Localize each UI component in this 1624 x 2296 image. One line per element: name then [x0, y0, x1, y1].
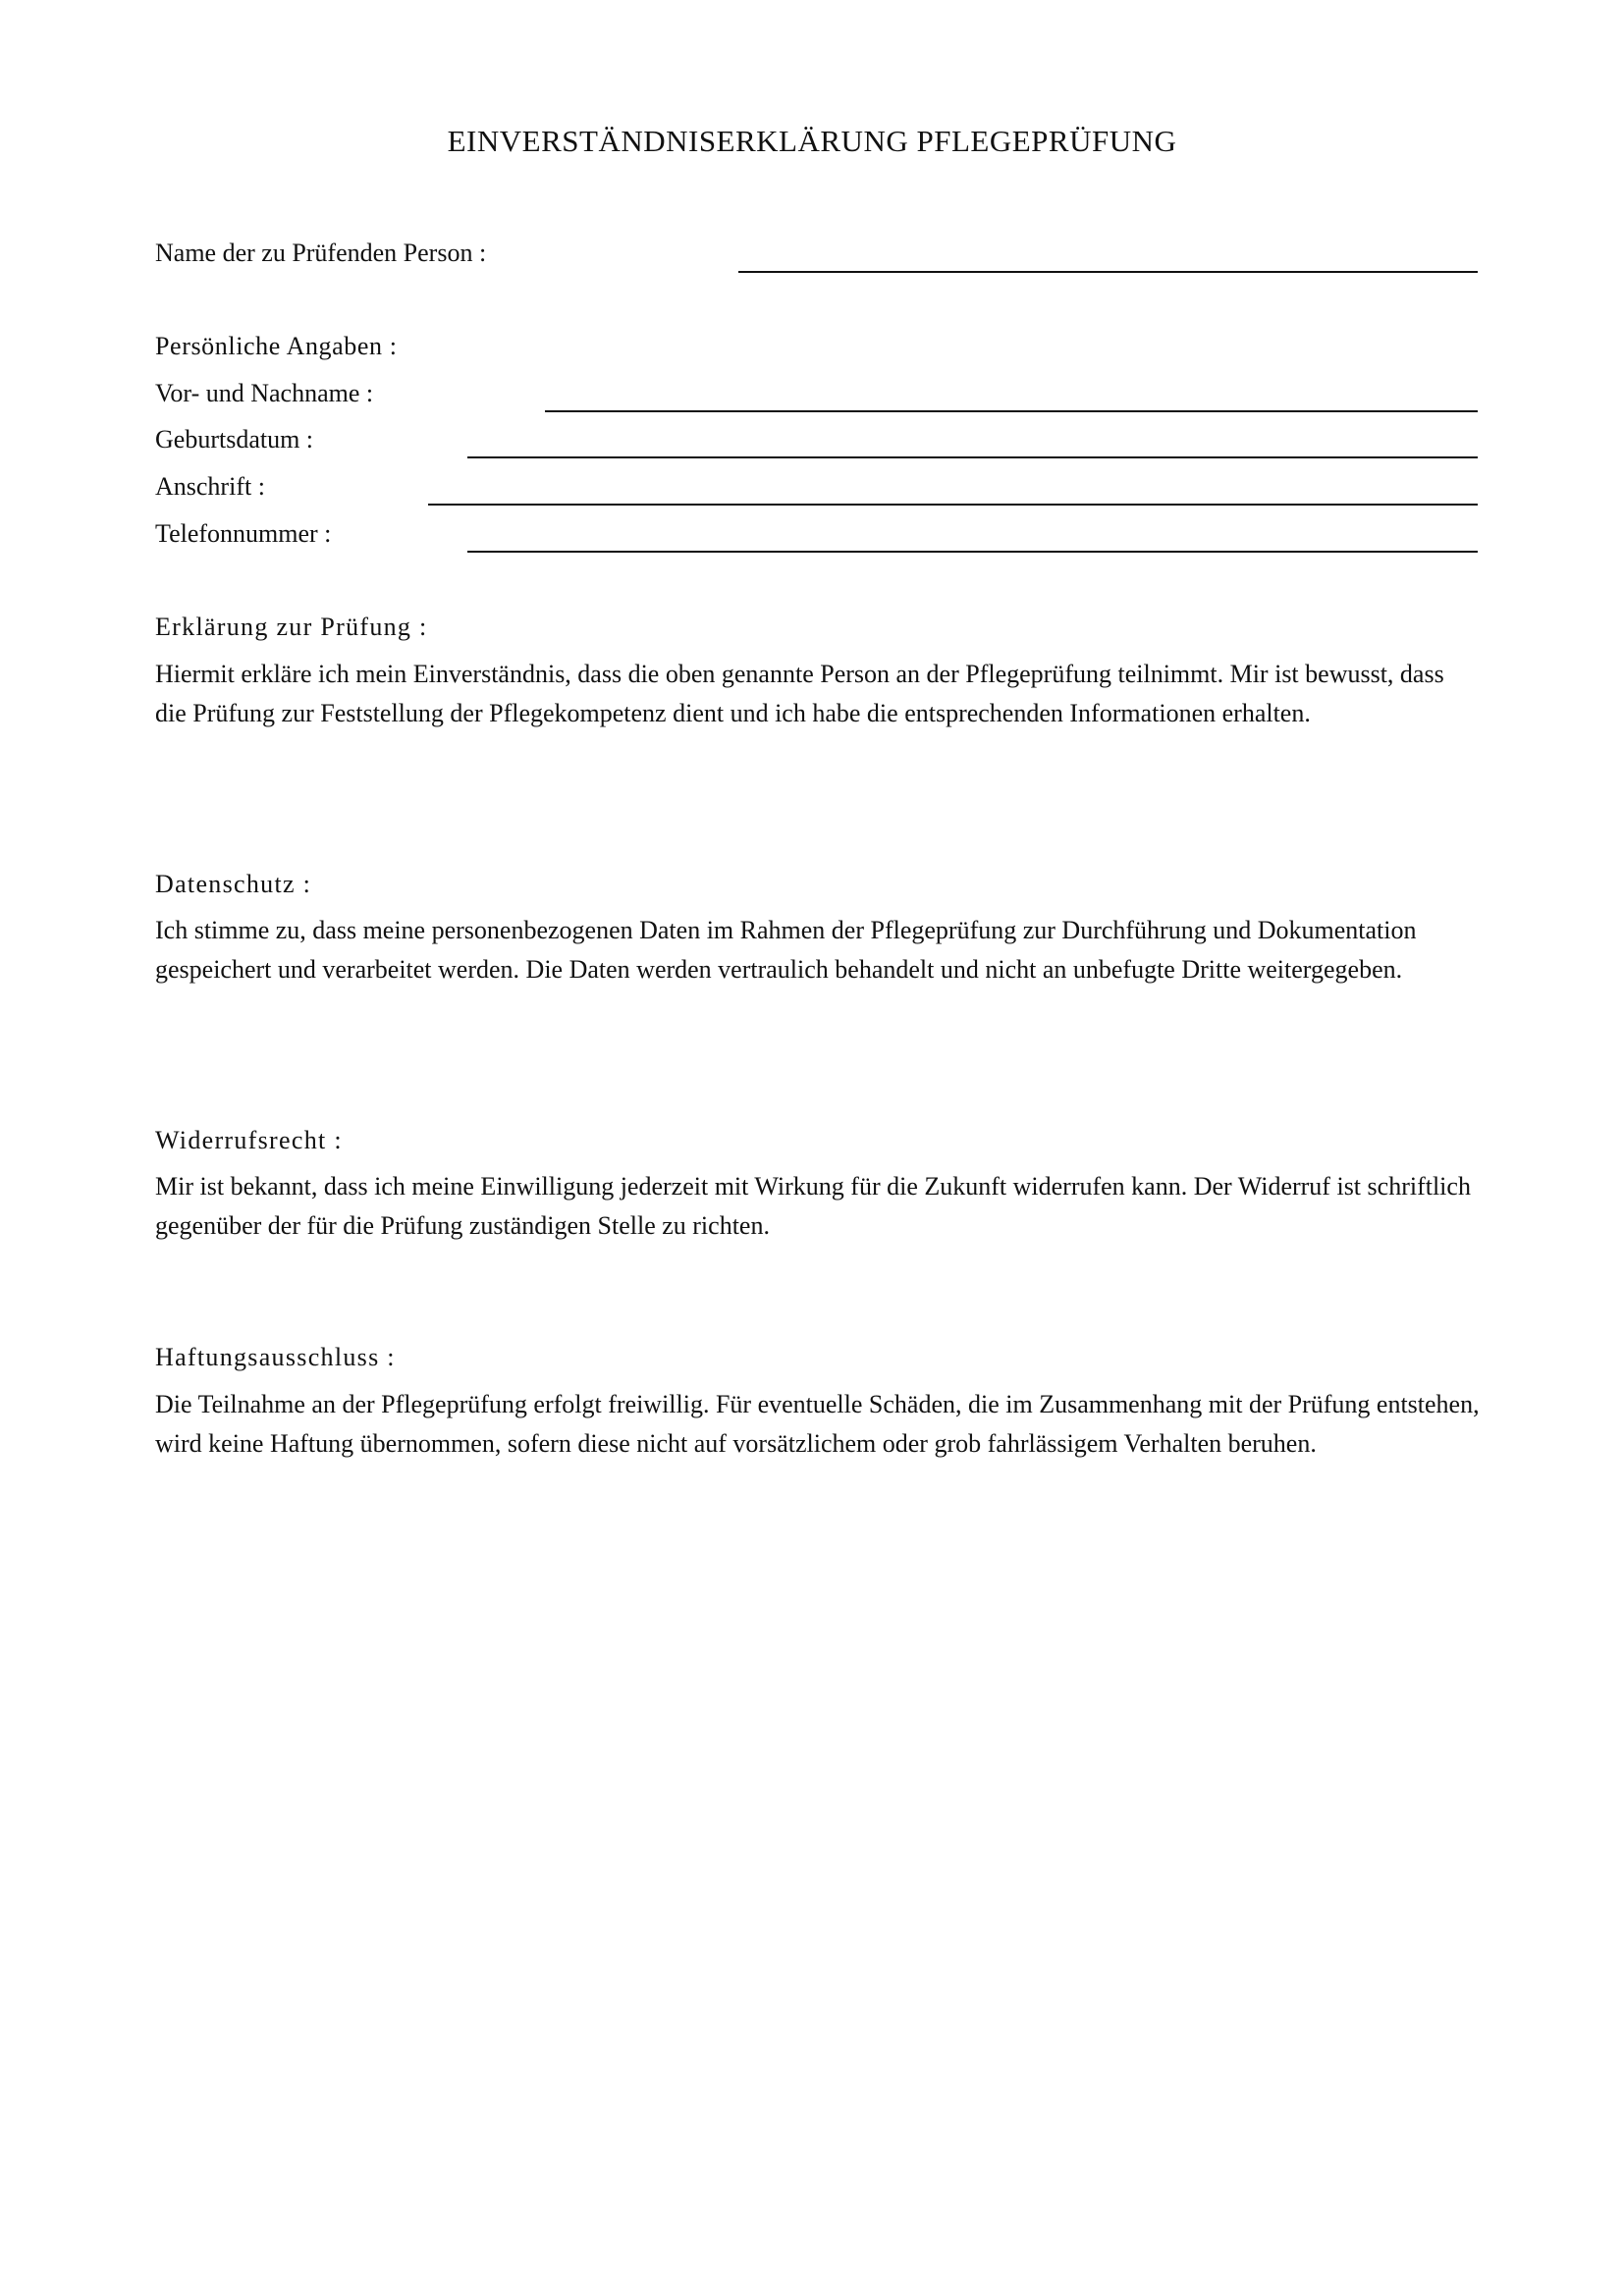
liability-text: Die Teilnahme an der Pflegeprüfung erfolgt freiwillig. Für eventuelle Schäden, die im Zusammenhang mit der Prüfung entstehen, wird keine Haftung übernommen, sofern diese nicht auf vorsätzlichem oder grob fahrlässigem Verhalten beruhen.	[155, 1390, 1480, 1458]
document-title: EINVERSTÄNDNISERKLÄRUNG PFLEGEPRÜFUNG	[447, 124, 1177, 158]
examinee-name-label: Name der zu Prüfenden Person :	[155, 239, 487, 267]
phone-label: Telefonnummer :	[155, 519, 332, 548]
full-name-field[interactable]	[545, 410, 1478, 412]
withdrawal-heading: Widerrufsrecht :	[155, 1126, 343, 1154]
birthdate-label: Geburtsdatum :	[155, 425, 314, 454]
full-name-label: Vor- und Nachname :	[155, 379, 374, 407]
personal-info-heading: Persönliche Angaben :	[155, 332, 398, 360]
withdrawal-text: Mir ist bekannt, dass ich meine Einwilligung jederzeit mit Wirkung für die Zukunft widerrufen kann. Der Widerruf ist schriftlich gegenüber der für die Prüfung zuständigen Stelle zu richten.	[155, 1172, 1471, 1240]
address-label: Anschrift :	[155, 472, 265, 501]
exam-declaration-text: Hiermit erkläre ich mein Einverständnis, dass die oben genannte Person an der Pflegeprüfung teilnimmt. Mir ist bewusst, dass die Prüfung zur Feststellung der Pflegekompetenz dient und ich habe die entsprechenden Informationen erhalten.	[155, 660, 1444, 727]
data-protection-heading: Datenschutz :	[155, 870, 312, 898]
data-protection-text: Ich stimme zu, dass meine personenbezogenen Daten im Rahmen der Pflegeprüfung zur Durchführung und Dokumentation gespeichert und verarbeitet werden. Die Daten werden vertraulich behandelt und nicht an unbefugte Dritte weitergegeben.	[155, 916, 1417, 984]
phone-field[interactable]	[467, 551, 1478, 553]
birthdate-field[interactable]	[467, 456, 1478, 458]
examinee-name-field[interactable]	[738, 271, 1478, 273]
address-field[interactable]	[428, 504, 1478, 506]
liability-heading: Haftungsausschluss :	[155, 1343, 396, 1371]
exam-declaration-heading: Erklärung zur Prüfung :	[155, 613, 428, 641]
